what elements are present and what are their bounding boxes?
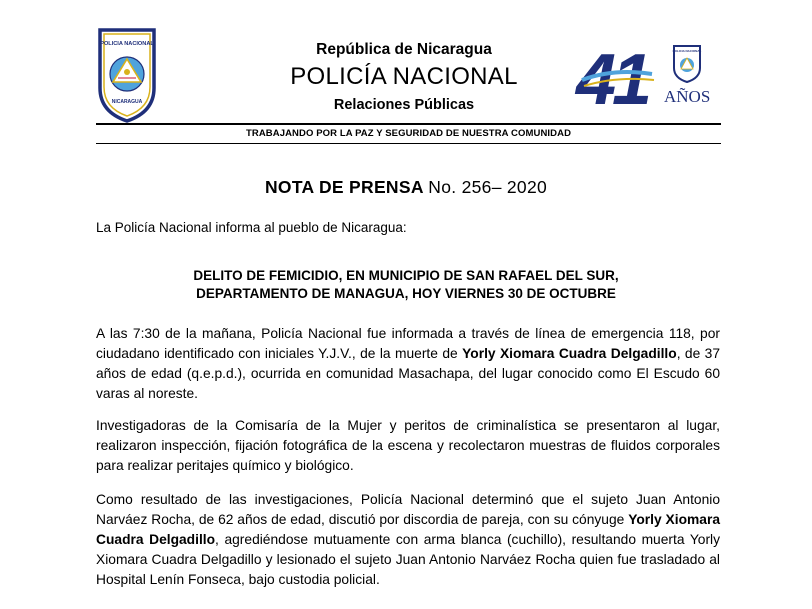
paragraph-3	[96, 490, 720, 590]
anniversary-41-logo	[574, 40, 714, 110]
press-title-number: No. 256– 2020	[428, 177, 548, 197]
motto: TRABAJANDO POR LA PAZ Y SEGURIDAD DE NUESTRA COMUNIDAD	[245, 128, 572, 139]
anniversary-label: AÑOS	[664, 87, 711, 106]
paragraph-1	[96, 324, 720, 404]
intro-line: La Policía Nacional informa al pueblo de Nicaragua:	[96, 220, 407, 235]
header-divider-top	[96, 123, 721, 125]
press-release-title	[0, 177, 812, 198]
header-divider-bottom	[96, 143, 721, 144]
republic-label: República de Nicaragua	[316, 41, 492, 58]
paragraph-3-text-b: , agrediéndose mutuamente con arma blanca (cuchillo), resultando muerta Yorly Xiomara Cuadra Delgadillo y lesionado el sujeto Juan Antonio Narváez Rocha quien fue trasladado al Hospital Lenín Fonseca, bajo custodia policial.	[96, 532, 720, 587]
letterhead	[0, 0, 812, 145]
department-label: Relaciones Públicas	[333, 97, 475, 113]
badge-top-text: POLICIA NACIONAL	[100, 41, 154, 47]
headline-line-2: DEPARTAMENTO DE MANAGUA, HOY VIERNES 30 DE OCTUBRE	[196, 286, 616, 301]
paragraph-3-text-a: Como resultado de las investigaciones, Policía Nacional determinó que el sujeto Juan Antonio Narváez Rocha, de 62 años de edad, discutió por discordia de pareja, con su cónyuge	[96, 492, 720, 527]
badge-bottom-text: NICARAGUA	[111, 99, 143, 105]
victim-name-2: Yorly Xiomara Cuadra Delgadillo	[96, 512, 720, 547]
victim-name: Yorly Xiomara Cuadra Delgadillo	[462, 346, 677, 361]
press-title-prefix: NOTA DE PRENSA	[264, 177, 424, 197]
anniversary-number: 41	[576, 40, 649, 110]
headline	[96, 267, 716, 303]
paragraph-1-text-b: , de 37 años de edad (q.e.p.d.), ocurrida en comunidad Masachapa, del lugar conocido como El Escudo 60 varas al noreste.	[96, 346, 721, 401]
anniversary-badge-text: POLICIA NACIONAL	[672, 49, 702, 53]
letterhead-title-block	[244, 40, 564, 115]
paragraph-1-text-a: A las 7:30 de la mañana, Policía Nacional fue informada a través de línea de emergencia 118, por ciudadano identificado con iniciales Y.J.V., de la muerte de	[96, 326, 720, 361]
institution-name: POLICÍA NACIONAL	[290, 63, 518, 90]
headline-line-1: DELITO DE FEMICIDIO, EN MUNICIPIO DE SAN RAFAEL DEL SUR,	[193, 268, 619, 283]
paragraph-2: Investigadoras de la Comisaría de la Mujer y peritos de criminalística se presentaron al lugar, realizaron inspección, fijación fotográfica de la escena y recolectaron muestras de fluidos corporales para realizar peritajes químico y biológico.	[96, 418, 720, 473]
police-badge-logo	[96, 26, 158, 124]
